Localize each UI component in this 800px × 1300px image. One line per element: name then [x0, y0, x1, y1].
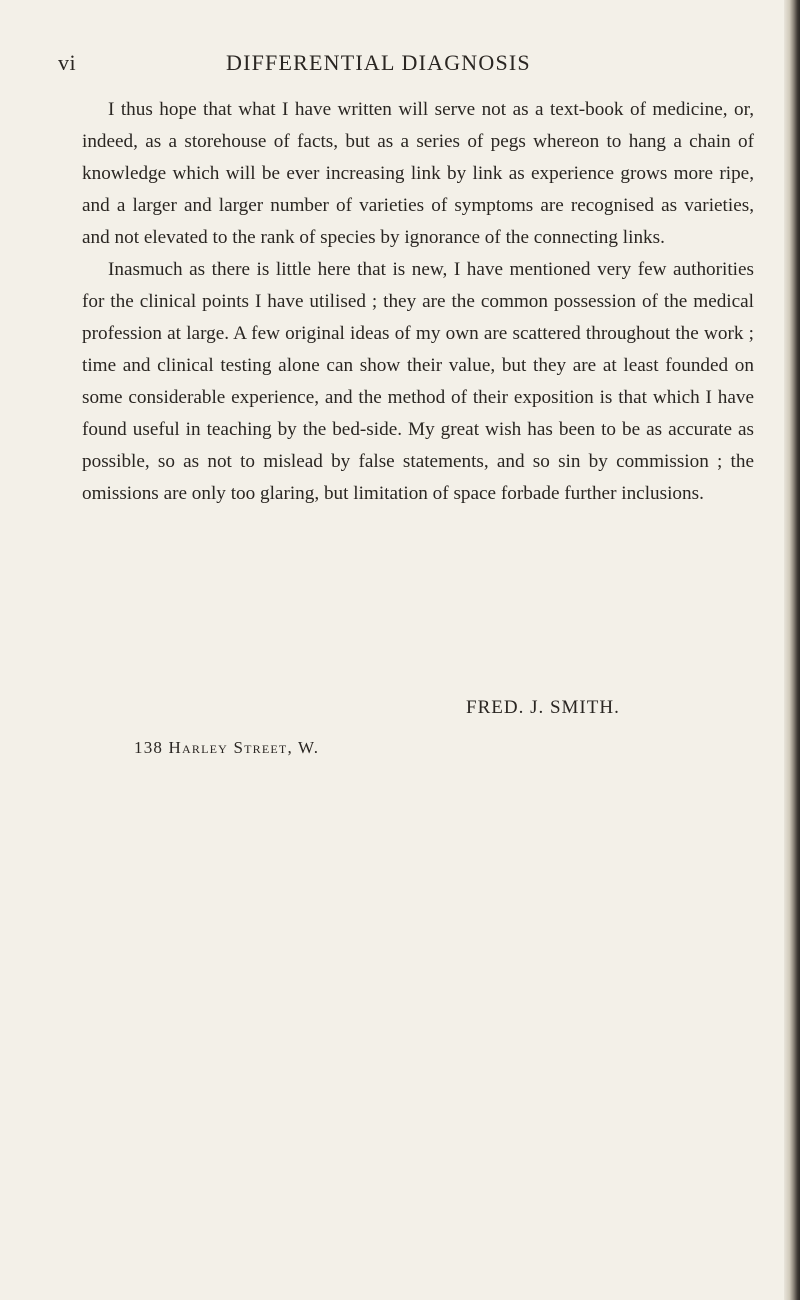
page-number: vi [58, 50, 77, 75]
page-edge-shadow [784, 0, 800, 1300]
author-signature: FRED. J. SMITH. [466, 697, 620, 718]
running-head [58, 50, 748, 80]
body-text [82, 94, 754, 510]
author-address: 138 Harley Street, W. [134, 738, 320, 757]
page-title: DIFFERENTIAL DIAGNOSIS [226, 50, 531, 75]
paragraph: Inasmuch as there is little here that is new, I have mentioned very few authorities for the clinical points I have utilised ; they are the common possession of the medical profession at large. A few original ideas of my own are scattered throughout the work ; time and clinical testing alone can show their value, but they are at least founded on some considerable experience, and the method of their exposition is that which I have found useful in teaching by the bed-side. My great wish has been to be as accurate as possible, so as not to mislead by false statements, and so sin by commission ; the omissions are only too glaring, but limitation of space forbade further inclusions. [82, 259, 754, 504]
paragraph: I thus hope that what I have written will serve not as a text-book of medicine, or, indeed, as a storehouse of facts, but as a series of pegs whereon to hang a chain of knowledge which will be ever increasing link by link as experience grows more ripe, and a larger and larger number of varieties of symptoms are recognised as varieties, and not elevated to the rank of species by ignorance of the connecting links. [82, 99, 754, 248]
